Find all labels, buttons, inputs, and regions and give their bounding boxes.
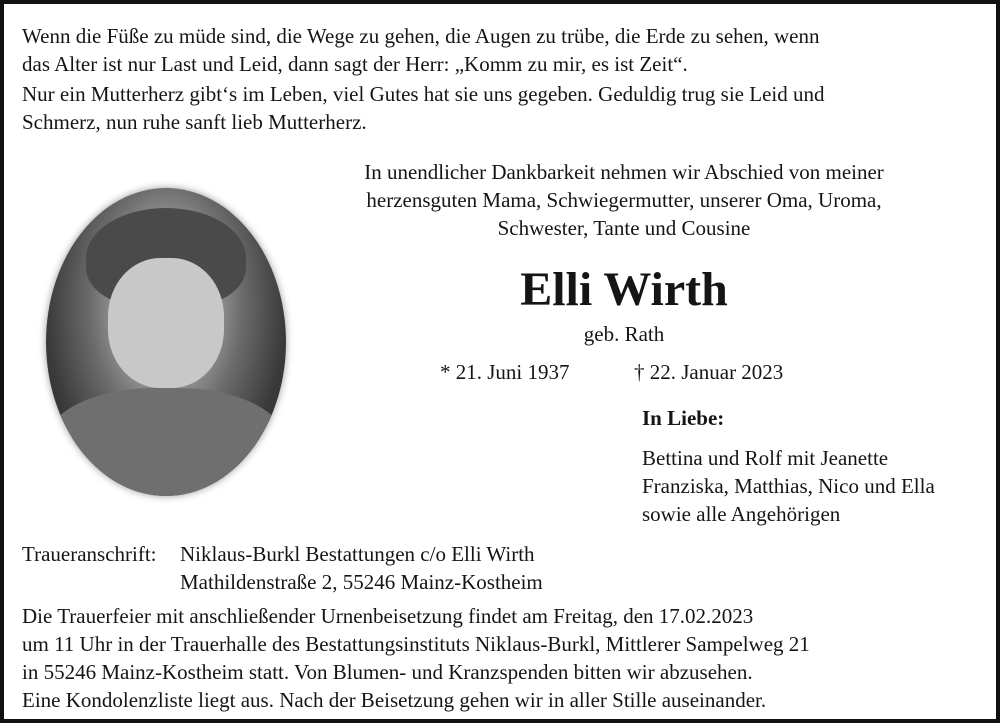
love-heading: In Liebe: bbox=[642, 406, 725, 430]
family-line: sowie alle Angehörigen bbox=[642, 502, 841, 526]
intro-line: Schwester, Tante und Cousine bbox=[497, 216, 751, 240]
poem-line: Schmerz, nun ruhe sanft lieb Mutterherz. bbox=[22, 110, 367, 134]
portrait-photo bbox=[46, 188, 286, 496]
address-label: Traueranschrift: bbox=[22, 542, 157, 566]
intro-line: herzensguten Mama, Schwiegermutter, unserer Oma, Uroma, bbox=[366, 188, 882, 212]
address-line: Mathildenstraße 2, 55246 Mainz-Kostheim bbox=[180, 570, 543, 594]
poem-line: Wenn die Füße zu müde sind, die Wege zu gehen, die Augen zu trübe, die Erde zu sehen, wenn bbox=[22, 24, 820, 48]
ceremony-line: in 55246 Mainz-Kostheim statt. Von Blumen- und Kranzspenden bitten wir abzusehen. bbox=[22, 660, 753, 684]
poem-line: Nur ein Mutterherz gibt‘s im Leben, viel Gutes hat sie uns gegeben. Geduldig trug sie Leid und bbox=[22, 82, 825, 106]
intro-line: In unendlicher Dankbarkeit nehmen wir Abschied von meiner bbox=[364, 160, 884, 184]
deceased-name: Elli Wirth bbox=[520, 263, 728, 316]
death-date: † 22. Januar 2023 bbox=[634, 360, 784, 384]
family-line: Franziska, Matthias, Nico und Ella bbox=[642, 474, 935, 498]
ceremony-line: Eine Kondolenzliste liegt aus. Nach der Beisetzung gehen wir in aller Stille auseinander. bbox=[22, 688, 767, 712]
poem-line: das Alter ist nur Last und Leid, dann sagt der Herr: „Komm zu mir, es ist Zeit“. bbox=[22, 52, 688, 76]
birth-date: * 21. Juni 1937 bbox=[440, 360, 570, 384]
ceremony-line: Die Trauerfeier mit anschließender Urnenbeisetzung findet am Freitag, den 17.02.2023 bbox=[22, 604, 754, 628]
ceremony-line: um 11 Uhr in der Trauerhalle des Bestattungsinstituts Niklaus-Burkl, Mittlerer Sampelweg 21 bbox=[22, 632, 810, 656]
address-line: Niklaus-Burkl Bestattungen c/o Elli Wirth bbox=[180, 542, 535, 566]
family-line: Bettina und Rolf mit Jeanette bbox=[642, 446, 889, 470]
maiden-name: geb. Rath bbox=[583, 322, 665, 346]
